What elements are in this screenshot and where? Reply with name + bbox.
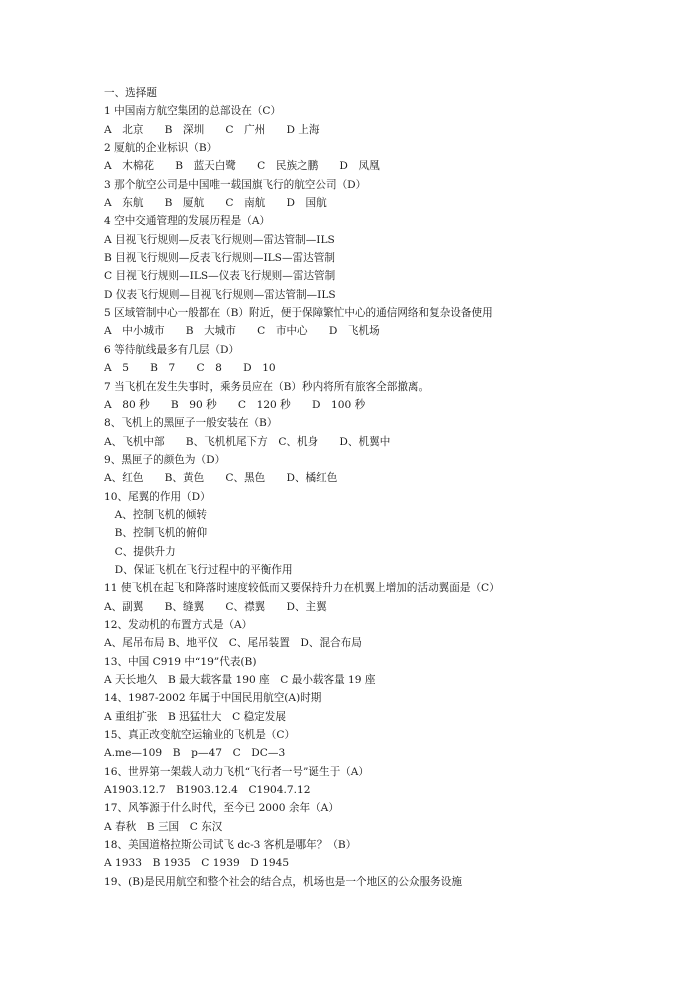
options-16: A1903.12.7 B1903.12.4 C1904.7.12	[104, 784, 311, 797]
document-body	[104, 84, 624, 891]
option-10a: A、控制飞机的倾转	[104, 508, 207, 521]
options-9: A、红色 B、黄色 C、黑色 D、橘红色	[104, 472, 338, 485]
question-11: 11 使飞机在起飞和降落时速度较低而又要保持升力在机翼上增加的活动翼面是（C）	[104, 582, 500, 595]
options-2: A 木棉花 B 蓝天白鹭 C 民族之鹏 D 凤凰	[104, 160, 380, 173]
question-4: 4 空中交通管理的发展历程是（A）	[104, 215, 271, 228]
question-14: 14、1987-2002 年属于中国民用航空(A)时期	[104, 692, 322, 705]
question-3: 3 那个航空公司是中国唯一载国旗飞行的航空公司（D）	[104, 178, 367, 191]
question-5: 5 区域管制中心一般都在（B）附近，便于保障繁忙中心的通信网络和复杂设备使用	[104, 307, 493, 320]
options-15: A.me—109 B p—47 C DC—3	[104, 747, 286, 760]
question-18: 18、美国道格拉斯公司试飞 dc-3 客机是哪年？（B）	[104, 839, 357, 852]
options-17: A 春秋 B 三国 C 东汉	[104, 820, 223, 833]
option-4c: C 目视飞行规则—ILS—仪表飞行规则—雷达管制	[104, 270, 336, 283]
question-8: 8、飞机上的黑匣子一般安装在（B）	[104, 417, 278, 430]
option-4b: B 目视飞行规则—反表飞行规则—ILS—雷达管制	[104, 252, 335, 265]
option-4d: D 仪表飞行规则—目视飞行规则—雷达管制—ILS	[104, 288, 336, 301]
options-14: A 重组扩张 B 迅猛壮大 C 稳定发展	[104, 710, 286, 723]
question-7: 7 当飞机在发生失事时，乘务员应在（B）秒内将所有旅客全部撤离。	[104, 380, 430, 393]
options-11: A、副翼 B、缝翼 C、襟翼 D、主翼	[104, 600, 327, 613]
question-17: 17、风筝源于什么时代，至今已 2000 余年（A）	[104, 802, 339, 815]
question-10: 10、尾翼的作用（D）	[104, 490, 211, 503]
question-13: 13、中国 C919 中“19”代表(B)	[104, 655, 257, 668]
question-9: 9、黑匣子的颜色为（D）	[104, 453, 226, 466]
options-13: A 天长地久 B 最大载客量 190 座 C 最小载客量 19 座	[104, 674, 376, 686]
question-12: 12、发动机的布置方式是（A）	[104, 618, 253, 631]
question-1: 1 中国南方航空集团的总部设在（C）	[104, 105, 282, 118]
option-4a: A 目视飞行规则—反表飞行规则—雷达管制—ILS	[104, 233, 335, 246]
question-6: 6 等待航线最多有几层（D）	[104, 343, 240, 356]
options-3: A 东航 B 厦航 C 南航 D 国航	[104, 197, 327, 210]
question-15: 15、真正改变航空运输业的飞机是（C）	[104, 729, 296, 742]
option-10d: D、保证飞机在飞行过程中的平衡作用	[104, 563, 293, 576]
question-19: 19、(B)是民用航空和整个社会的结合点，机场也是一个地区的公众服务设施	[104, 875, 462, 888]
options-1: A 北京 B 深圳 C 广州 D 上海	[104, 123, 320, 136]
section-heading: 一、选择题	[104, 87, 157, 99]
question-16: 16、世界第一架载人动力飞机“飞行者一号”诞生于（A）	[104, 765, 370, 778]
options-8: A、飞机中部 B、飞机机尾下方 C、机身 D、机翼中	[104, 435, 391, 448]
options-18: A 1933 B 1935 C 1939 D 1945	[104, 857, 290, 870]
question-2: 2 厦航的企业标识（B）	[104, 142, 218, 155]
options-7: A 80 秒 B 90 秒 C 120 秒 D 100 秒	[104, 398, 366, 411]
option-10c: C、提供升力	[104, 545, 176, 558]
options-12: A、尾吊布局 B、地平仪 C、尾吊装置 D、混合布局	[104, 637, 362, 650]
options-5: A 中小城市 B 大城市 C 市中心 D 飞机场	[104, 325, 380, 338]
options-6: A 5 B 7 C 8 D 10	[104, 362, 276, 375]
option-10b: B、控制飞机的俯仰	[104, 527, 208, 540]
